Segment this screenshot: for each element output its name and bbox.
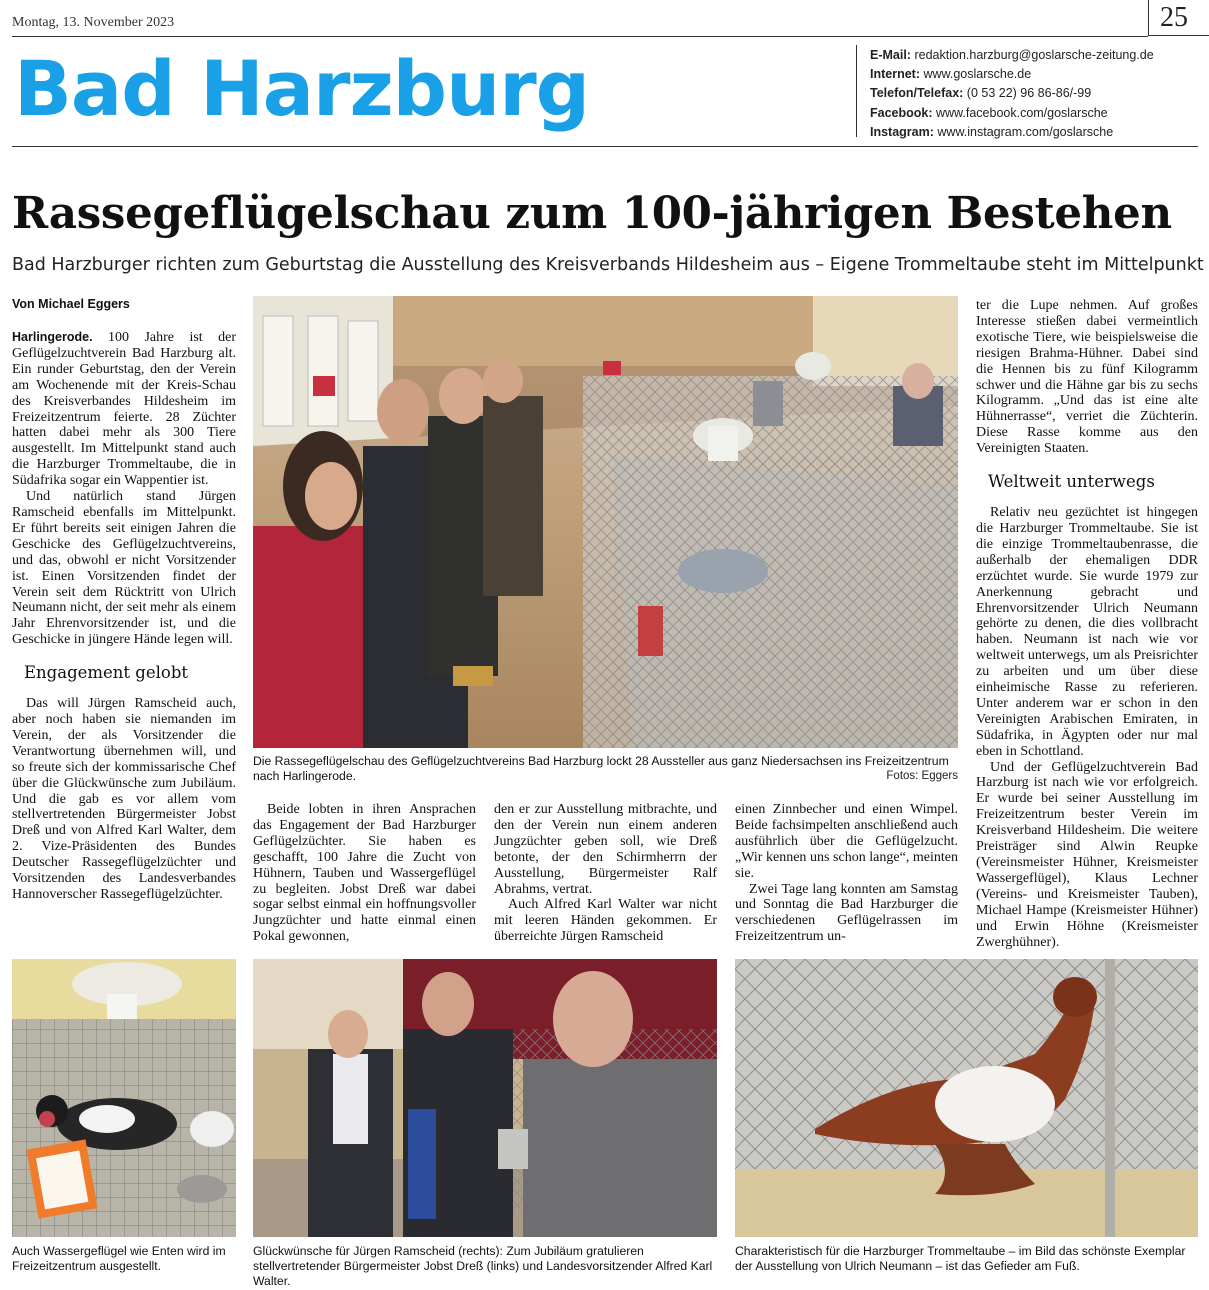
article-column-5 xyxy=(976,298,1198,950)
article-column-1 xyxy=(12,330,236,903)
main-photo xyxy=(253,296,958,748)
article-column-4 xyxy=(735,802,958,945)
paragraph: einen Zinnbecher und einen Wimpel. Beide fachsimpelten anschließend auch ausführlich über die Geflügelzucht. „Wir kennen uns schon lange“, meinten sie. xyxy=(735,802,958,881)
pigeon-photo-caption: Charakteristisch für die Harzburger Trommeltaube – im Bild das schönste Exemplar der Ausstellung von Ulrich Neumann – ist das Gefieder am Fuß. xyxy=(735,1244,1186,1274)
paragraph: Relativ neu gezüchtet ist hingegen die Harzburger Trommeltaube. Sie ist die einzige Trommeltaubenrasse, die außerhalb der ehemaligen DDR erzüchtet wurde. Sie wurde 1979 zur Anerkennung gebracht und Ehrenvorsitzender Ulrich Neumann gehörte zu denen, die dies vollbracht haben. Neumann ist nach wie vor weltweit unterwegs, um als Preisrichter zu arbeiten und um über diese einheimische Rasse zu referieren. Unter anderem war er schon in den Vereinigten Arabischen Emiraten, in Südafrika, in Ägypten oder nur mal eben in Schottland. xyxy=(976,505,1198,759)
instagram-link[interactable]: www.instagram.com/goslarsche xyxy=(937,124,1114,139)
article-subheadline: Bad Harzburger richten zum Geburtstag die Ausstellung des Kreisverbands Hildesheim aus – Eigene Trommeltaube steht im Mittelpunkt xyxy=(12,255,1204,275)
article-column-3 xyxy=(494,802,717,945)
paragraph: den er zur Ausstellung mitbrachte, und den der Verein nun einem anderen Jungzüchter geben soll, wie Dreß betonte, der den Schirmherrn der Ausstellung, Bürgermeister Ralf Abrahms, vertrat. xyxy=(494,802,717,897)
paragraph: ter die Lupe nehmen. Auf großes Interesse stießen dabei vermeintlich exotische Tiere, wie beispielsweise die riesigen Brahma-Hühner. Dabei sind die Hennen bis zu fünf Kilogramm schwer und die Hähne gar bis zu sechs Kilogramm. „Und das ist eine alte Hühnerrasse“, verriet die Züchterin. Diese Rasse komme aus den Vereinigten Staaten. xyxy=(976,298,1198,457)
paragraph: Und natürlich stand Jürgen Ramscheid ebenfalls im Mittelpunkt. Er führt bereits seit einigen Jahren die Geschicke des Geflügelzuchtvereins, und das, obwohl er nicht Vorsitzender ist. Einen Vorsitzenden findet der Verein seit dem Rücktritt von Ulrich Neumann nicht, der seit mehr als einem Jahr Ehrenvorsitzender ist, und die Geschicke in jüngere Hände legen will. xyxy=(12,489,236,648)
section-rule xyxy=(12,146,1198,147)
byline: Von Michael Eggers xyxy=(12,297,130,311)
paragraph: Und der Geflügelzuchtverein Bad Harzburg ist nach wie vor erfolgreich. Er wurde bei seiner Ausstellung im Freizeitzentrum bester Verein im Kreisverband Hildesheim. Die weitere Preisträger sind Alwin Reupke (Vereinsmeister Hühner, Kreismeister Wassergeflügel), Klaus Lechner (Vereins- und Kreismeister Tauben), Michael Hampe (Kreismeister Hühner) und Erwin Höhne (Kreismeister Zwerghühner). xyxy=(976,759,1198,950)
paragraph: Auch Alfred Karl Walter war nicht mit leeren Händen gekommen. Er überreichte Jürgen Ramscheid xyxy=(494,897,717,945)
section-title: Bad Harzburg xyxy=(14,44,590,133)
subheading: Weltweit unterwegs xyxy=(988,472,1155,492)
article-column-2 xyxy=(253,802,476,945)
contact-facebook: Facebook: www.facebook.com/goslarsche xyxy=(870,105,1108,120)
website-link[interactable]: www.goslarsche.de xyxy=(923,67,1032,82)
contact-phone: Telefon/Telefax: (0 53 22) 96 86-86/-99 xyxy=(870,86,1092,101)
ducks-photo-caption: Auch Wassergeflügel wie Enten wird im Freizeitzentrum ausgestellt. xyxy=(12,1244,226,1274)
pigeon-photo xyxy=(735,959,1198,1237)
page-number: 25 xyxy=(1160,2,1188,33)
paragraph: Harlingerode. 100 Jahre ist der Geflügelzuchtverein Bad Harzburg alt. Ein runder Geburtstag, den der Verein am Wochenende mit der Kreis-Schau des Kreisverbandes Hildesheim im Freizeitzentrum feierte. 28 Züchter hatten dabei mehr als 300 Tiere ausgestellt. Im Mittelpunkt stand auch die Harzburger Trommeltaube, die in Südafrika sogar ein Wappentier ist. xyxy=(12,330,236,489)
contact-email: E-Mail: redaktion.harzburg@goslarsche-zeitung.de xyxy=(870,48,1154,62)
people-photo xyxy=(253,959,717,1237)
subheading: Engagement gelobt xyxy=(24,663,189,683)
top-rule xyxy=(12,36,1148,37)
paragraph: Zwei Tage lang konnten am Samstag und Sonntag die Bad Harzburger die verschiedenen Geflügelrassen im Freizeitzentrum un- xyxy=(735,881,958,945)
ducks-photo xyxy=(12,959,236,1237)
facebook-link[interactable]: www.facebook.com/goslarsche xyxy=(936,105,1108,120)
main-photo-caption: Die Rassegeflügelschau des Geflügelzuchtvereins Bad Harzburg lockt 28 Aussteller aus ganz Niedersachsen ins Freizeitzentrum nach Harlingerode. xyxy=(253,754,949,784)
contact-divider xyxy=(856,45,857,137)
article-headline: Rassegeflügelschau zum 100-jährigen Bestehen xyxy=(12,188,1172,239)
contact-instagram: Instagram: www.instagram.com/goslarsche xyxy=(870,124,1114,139)
people-photo-caption: Glückwünsche für Jürgen Ramscheid (rechts): Zum Jubiläum gratulieren stellvertretender Bürgermeister Jobst Dreß (links) und Landesvorsitzender Alfred Karl Walter. xyxy=(253,1244,713,1289)
photo-credit: Fotos: Eggers xyxy=(886,770,958,782)
contact-info xyxy=(870,46,1154,142)
contact-internet: Internet: www.goslarsche.de xyxy=(870,67,1032,82)
paragraph: Das will Jürgen Ramscheid auch, aber noch haben sie niemanden im Verein, der als Vorsitzender die Verantwortung übernehmen will, und so freute sich der kommissarische Chef über die Glückwünsche zum Jubiläum. Und die gab es vor allem vom stellvertretenden Bürgermeister Jobst Dreß und von Alfred Karl Walter, dem 2. Vize-Präsidenten des Bundes Deutscher Rassegeflügelzüchter und Vorsitzenden des Landesverbandes Hannoverscher Rassegeflügelzüchter. xyxy=(12,696,236,902)
issue-date: Montag, 13. November 2023 xyxy=(12,15,175,30)
article-dateline: Harlingerode. xyxy=(12,330,93,344)
paragraph: Beide lobten in ihren Ansprachen das Engagement der Bad Harzburger Geflügelzüchter. Sie haben es geschafft, 100 Jahre die Zucht von Hühnern, Tauben und Wassergeflügel zu begleiten. Jobst Dreß war dabei sogar selbst einmal ein hoffnungsvoller Jungzüchter und hatte einmal einen Pokal gewonnen, xyxy=(253,802,476,945)
email-link[interactable]: redaktion.harzburg@goslarsche-zeitung.de xyxy=(914,48,1154,62)
